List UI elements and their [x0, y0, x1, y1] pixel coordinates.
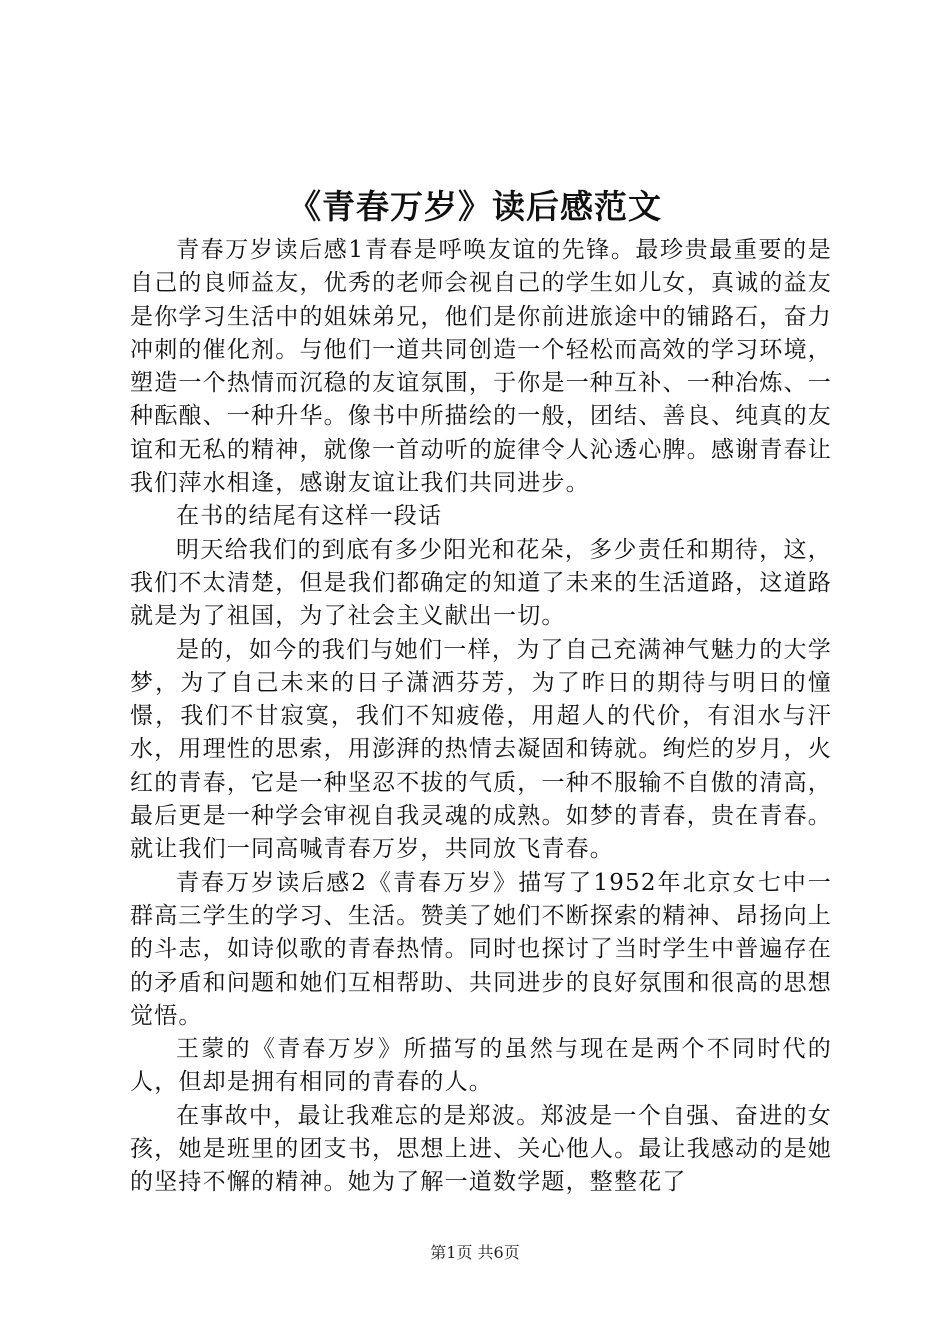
- page-number-footer: 第1页 共6页: [430, 1243, 520, 1262]
- paragraph: 明天给我们的到底有多少阳光和花朵，多少责任和期待，这，我们不太清楚，但是我们都确定的知道了未来的生活道路，这道路就是为了祖国，为了社会主义献出一切。: [130, 536, 832, 630]
- paragraph: 青春万岁读后感1青春是呼唤友谊的先锋。最珍贵最重要的是自己的良师益友，优秀的老师会视自己的学生如儿女，真诚的益友是你学习生活中的姐妹弟兄，他们是你前进旅途中的铺路石，奋力冲刺的催化剂。与他们一道共同创造一个轻松而高效的学习环境，塑造一个热情而沉稳的友谊氛围，于你是一种互补、一种冶炼、一种酝酿、一种升华。像书中所描绘的一般，团结、善良、纯真的友谊和无私的精神，就像一首动听的旋律令人沁透心脾。感谢青春让我们萍水相逢，感谢友谊让我们共同进步。: [130, 237, 832, 497]
- document-body: [130, 234, 832, 1200]
- paragraph: 王蒙的《青春万岁》所描写的虽然与现在是两个不同时代的人，但却是拥有相同的青春的人。: [130, 1036, 832, 1096]
- paragraph: 青春万岁读后感2《青春万岁》描写了1952年北京女七中一群高三学生的学习、生活。赞美了她们不断探索的精神、昂扬向上的斗志，如诗似歌的青春热情。同时也探讨了当时学生中普遍存在的矛盾和问题和她们互相帮助、共同进步的良好氛围和很高的思想觉悟。: [130, 869, 832, 1029]
- paragraph: 在事故中，最让我难忘的是郑波。郑波是一个自强、奋进的女孩，她是班里的团支书，思想上进、关心他人。最让我感动的是她的坚持不懈的精神。她为了解一道数学题，整整花了: [130, 1102, 832, 1196]
- paragraph: 在书的结尾有这样一段话: [176, 503, 443, 530]
- document-title: 《青春万岁》读后感范文: [288, 187, 662, 226]
- paragraph: 是的，如今的我们与她们一样，为了自己充满神气魅力的大学梦，为了自己未来的日子潇洒芬芳，为了昨日的期待与明日的憧憬，我们不甘寂寞，我们不知疲倦，用超人的代价，有泪水与汗水，用理性的思索，用澎湃的热情去凝固和铸就。绚烂的岁月，火红的青春，它是一种坚忍不拔的气质，一种不服输不自傲的清高，最后更是一种学会审视自我灵魂的成熟。如梦的青春，贵在青春。就让我们一同高喊青春万岁，共同放飞青春。: [130, 636, 832, 863]
